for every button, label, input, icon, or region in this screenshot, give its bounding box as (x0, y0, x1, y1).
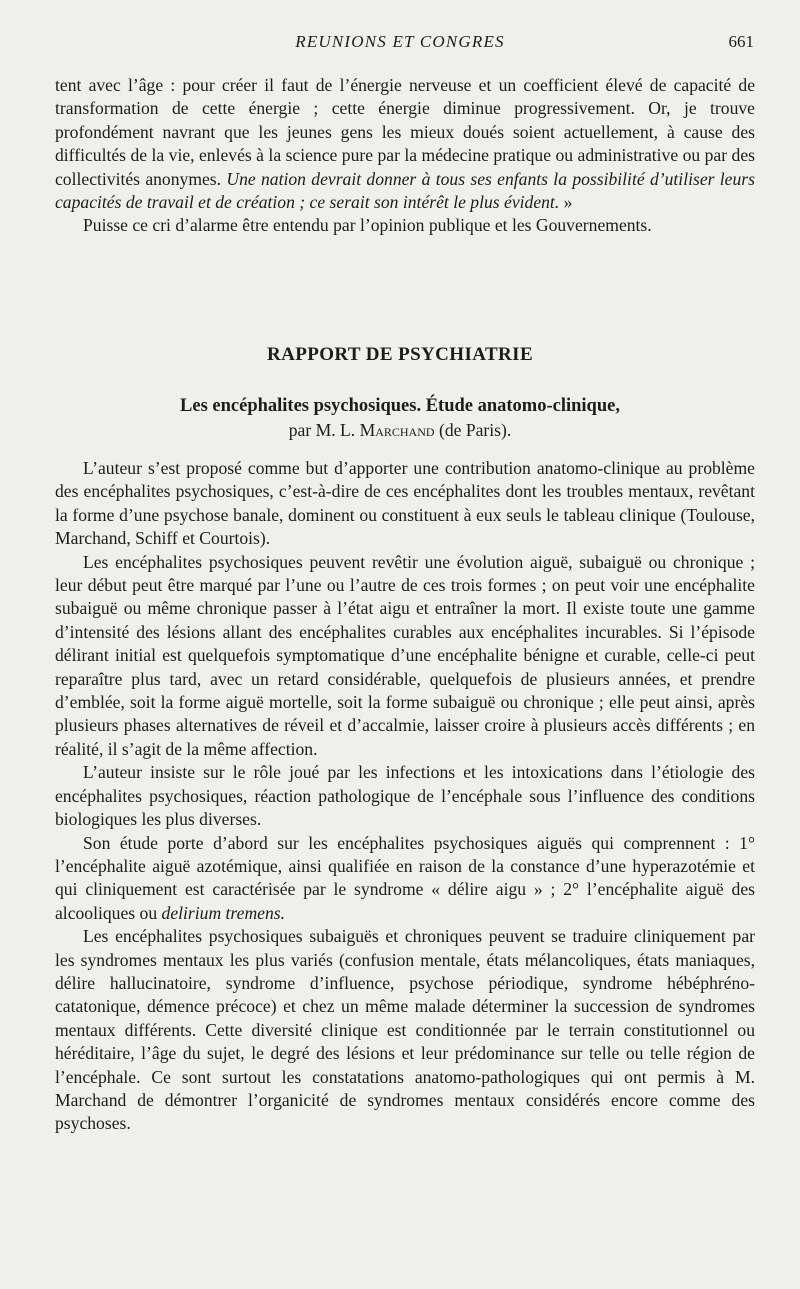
article-body (55, 457, 755, 1136)
article-title: Les encéphalites psychosiques. Étude anatomo-clinique, (180, 396, 620, 416)
intro-paragraph-2: Puisse ce cri d’alarme être entendu par l’opinion publique et les Gouvernements. (83, 215, 652, 236)
paragraph-4-text: Son étude porte d’abord sur les encéphalites psychosiques aiguës qui comprennent : 1° l’encéphalite aiguë azotémique, ainsi qualifiée en raison de la constance d’une hyperazotémie et qui cliniquement est caractérisée par le syndrome « délire aigu » ; 2° l’encéphalite aiguë des alcooliques ou (55, 832, 755, 923)
byline-suffix: (de Paris). (434, 420, 512, 440)
section-title: RAPPORT DE PSYCHIATRIE (266, 344, 534, 365)
article-paragraph-5: Les encéphalites psychosiques subaiguës et chroniques peuvent se traduire cliniquement par les syndromes mentaux les plus variés (confusion mentale, états mélancoliques, états maniaques, délire hallucinatoire, syndrome d’influence, psychose périodique, syndrome hébéphréno-catatonique, démence précoce) et chez un même malade déterminer la succession de syndromes mentaux différents. Cette diversité clinique est conditionnée par le terrain constitutionnel ou héréditaire, l’âge du sujet, le degré des lésions et leur prédominance sur telle ou telle région de l’encéphale. Ce sont surtout les constatations anatomo-pathologiques qui ont permis à M. Marchand de démontrer l’organicité de syndromes mentaux considérés encore comme des psychoses. (55, 926, 755, 1134)
intro-text: tent avec l’âge : pour créer il faut de l’énergie nerveuse et un coefficient élevé de capacité de transformation de cette énergie ; cette énergie diminue progressivement. Or, je trouve profondément navrant que les jeunes gens les mieux doués soient actuellement, à cause des difficultés de la vie, enlevés à la science pure par la médecine pratique ou administrative ou par des collectivités anonymes. (55, 75, 755, 189)
article-byline (0, 420, 800, 441)
byline-author: Marchand (359, 420, 435, 440)
article-paragraph-3: L’auteur insiste sur le rôle joué par les infections et les intoxications dans l’étiologie des encéphalites psychosiques, réaction pathologique de l’encéphale sous l’influence des conditions biologiques les plus diverses. (55, 762, 755, 830)
article-paragraph-2: Les encéphalites psychosiques peuvent revêtir une évolution aiguë, subaiguë ou chronique ; leur début peut être marqué par l’une ou l’autre de ces trois formes ; on peut voir une encéphalite subaiguë ou même chronique passer à l’état aigu et entraîner la mort. Il existe toute une gamme d’intensité des lésions allant des encéphalites curables aux encéphalites incurables. Si l’épisode délirant initial est quelquefois symptomatique d’une encéphalite bénigne et curable, celle-ci peut reparaître plus tard, avec un retard considérable, quelquefois de plusieurs années, et prendre d’emblée, soit la forme aiguë mortelle, soit la forme subaiguë ou chronique ; elle peut ainsi, après plusieurs phases alternatives de réveil et d’accalmie, laisser croire à plusieurs accès différents ; en réalité, il s’agit de la même affection. (55, 551, 755, 759)
intro-block (55, 74, 755, 238)
article-paragraph-4 (55, 832, 755, 926)
paragraph-4-italic: delirium tremens. (161, 902, 285, 923)
intro-quote-close: » (559, 192, 573, 213)
intro-paragraph-1 (55, 74, 755, 214)
page-number: 661 (728, 32, 754, 51)
running-header (0, 30, 800, 54)
running-title: REUNIONS ET CONGRES (295, 32, 505, 51)
byline-prefix: par M. L. (288, 420, 360, 440)
article-paragraph-1: L’auteur s’est proposé comme but d’apporter une contribution anatomo-clinique au problème des encéphalites psychosiques, c’est-à-dire de ces encéphalites dont les troubles mentaux, revêtant la forme d’une psychose banale, dominent ou constituent à eux seuls le tableau clinique (Toulouse, Marchand, Schiff et Courtois). (55, 458, 755, 549)
intro-italic-quote: Une nation devrait donner à tous ses enfants la possibilité d’utiliser leurs capacités de travail et de création ; ce serait son intérêt le plus évident. (55, 168, 755, 213)
